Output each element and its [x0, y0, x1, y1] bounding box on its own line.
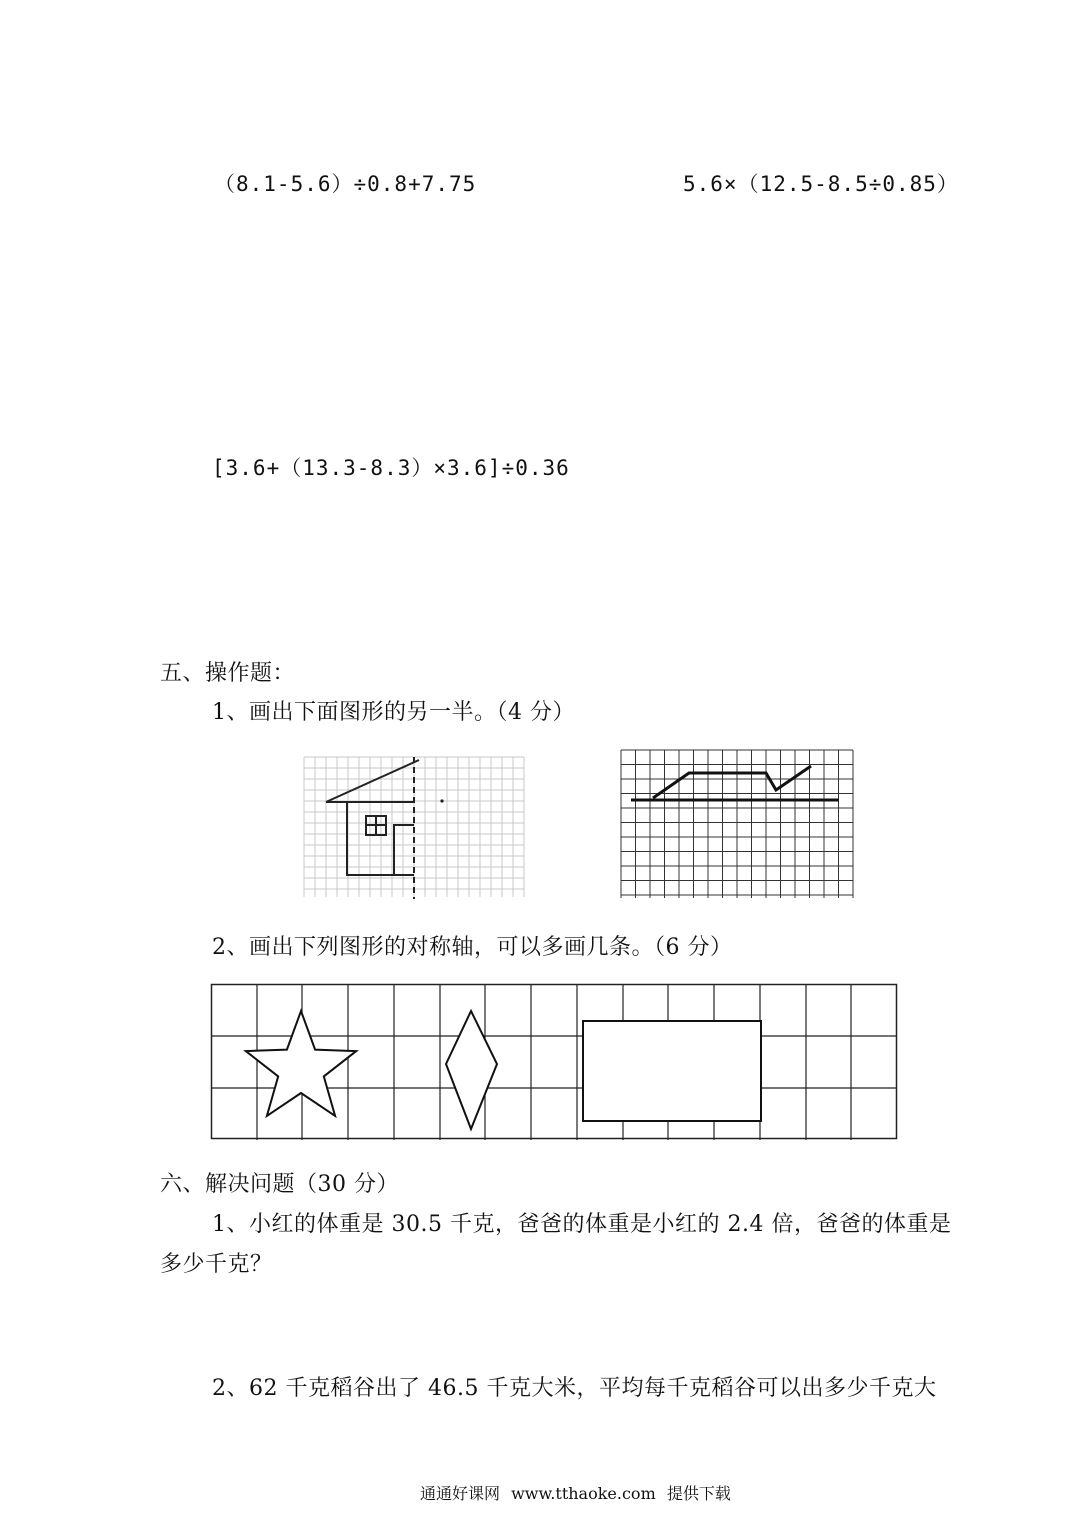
line-shape-grid-figure: [621, 750, 853, 898]
section6-heading: 六、解决问题（30 分）: [160, 1172, 399, 1197]
expression-2: 5.6×（12.5-8.5÷0.85）: [683, 172, 959, 196]
dot-mark: [440, 799, 443, 802]
expression-3: [3.6+（13.3-8.3）×3.6]÷0.36: [212, 456, 570, 480]
footer-url-link[interactable]: www.tthaoke.com: [511, 1484, 656, 1503]
section5-heading: 五、操作题：: [160, 661, 296, 686]
rhombus-shape: [446, 1011, 497, 1129]
section6-question-2-line1: 2、62 千克稻谷出了 46.5 千克大米，平均每千克稻谷可以出多少千克大: [212, 1376, 937, 1401]
roof-line: [326, 760, 419, 802]
symmetry-shapes-grid: [211, 984, 897, 1140]
rectangle-shape: [583, 1021, 761, 1121]
section6-question-1-line1: 1、小红的体重是 30.5 千克，爸爸的体重是小红的 2.4 倍，爸爸的体重是: [212, 1212, 952, 1237]
footer: [420, 1481, 731, 1504]
section5-question-1: 1、画出下面图形的另一半。（4 分）: [212, 700, 575, 725]
star-shape: [246, 1011, 356, 1116]
section5-question-2: 2、画出下列图形的对称轴，可以多画几条。（6 分）: [212, 935, 733, 960]
section6-question-1-line2: 多少千克？: [160, 1252, 273, 1277]
footer-site-name: 通通好课网: [420, 1484, 501, 1503]
house-grid-figure: [304, 757, 534, 899]
footer-suffix: 提供下载: [666, 1484, 731, 1503]
expression-1: （8.1-5.6）÷0.8+7.75: [214, 172, 477, 196]
